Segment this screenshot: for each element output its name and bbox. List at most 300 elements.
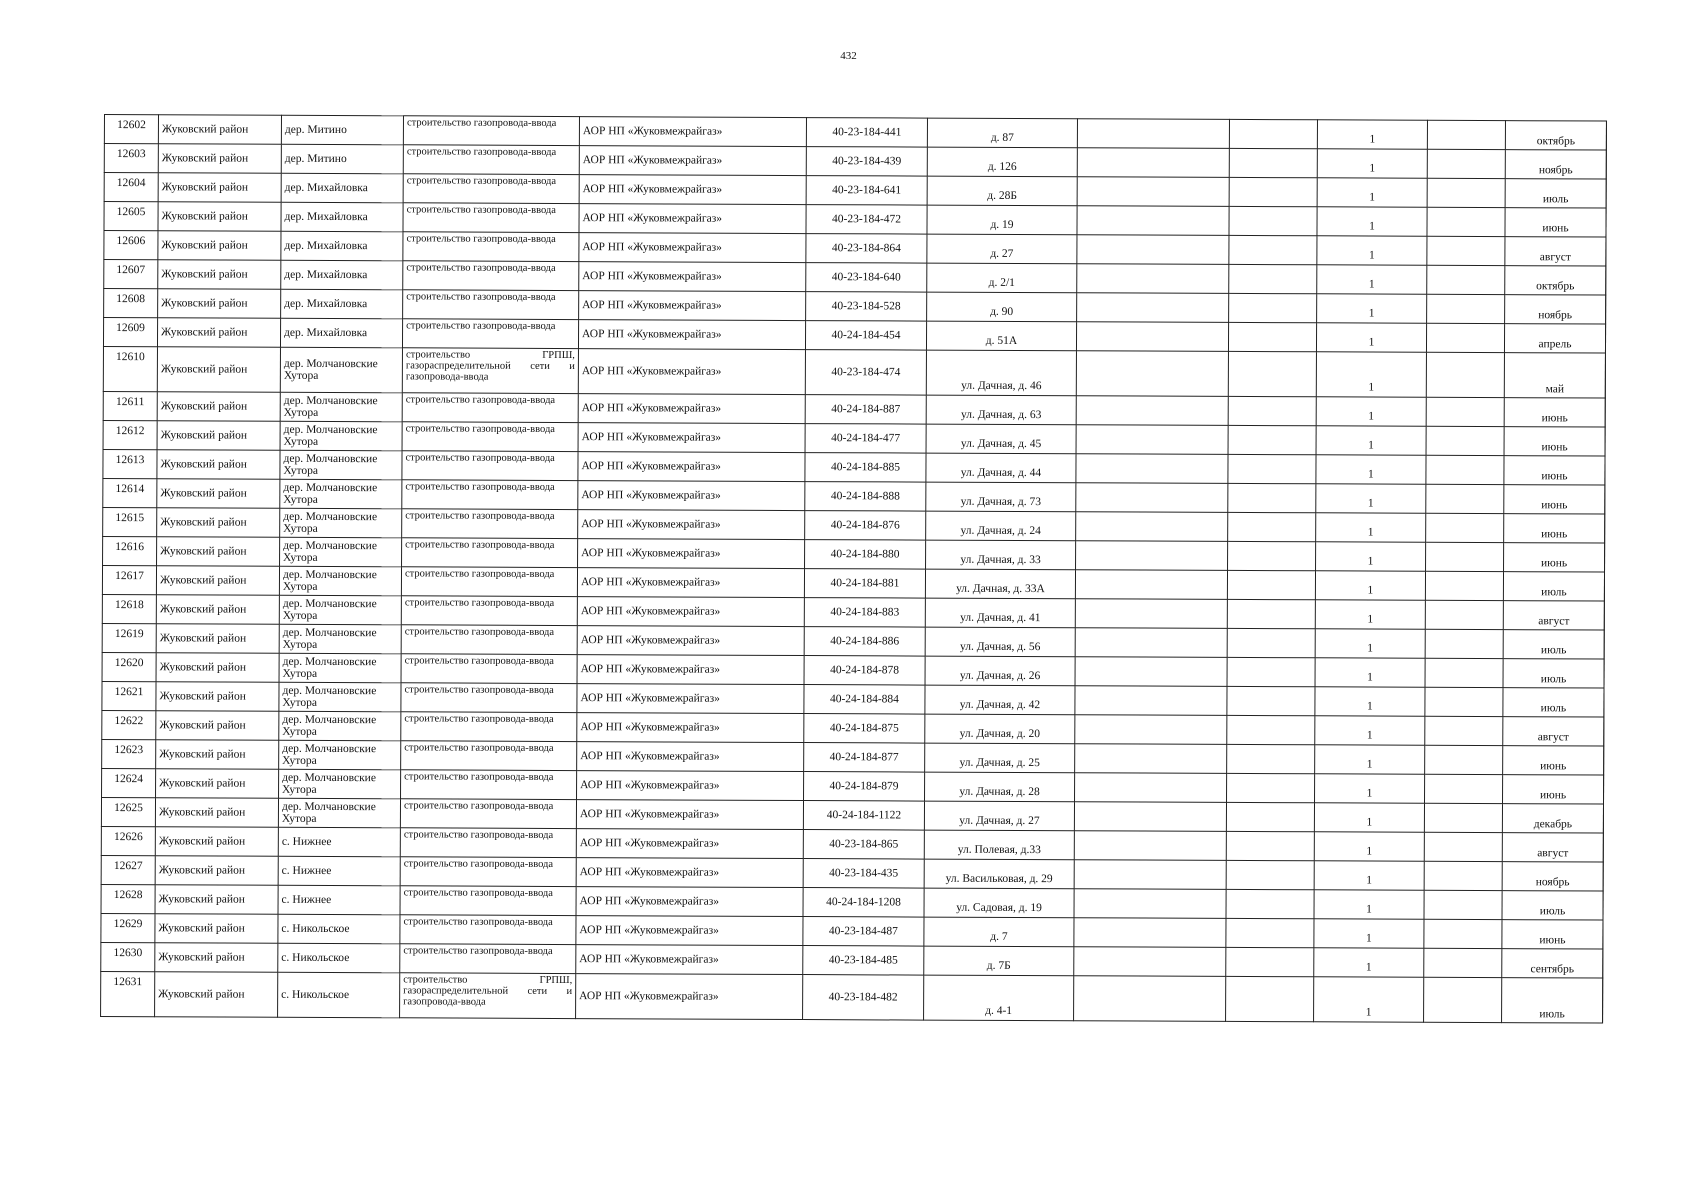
organization-cell: АОР НП «Жуковмежрайгаз»: [578, 481, 805, 511]
row-number: 12614: [103, 478, 157, 507]
row-number: 12604: [104, 173, 158, 202]
settlement-cell: дер. Молчановские Хутора: [278, 798, 400, 828]
work-type-cell: строительство газопровода-ввода: [401, 596, 577, 626]
row-number: 12628: [101, 884, 155, 913]
organization-cell: АОР НП «Жуковмежрайгаз»: [577, 568, 804, 598]
row-number: 12623: [102, 739, 156, 768]
quantity-cell: 1: [1315, 687, 1425, 716]
row-number: 12622: [102, 710, 156, 739]
month-cell: октябрь: [1505, 121, 1606, 150]
address-cell: ул. Садовая, д. 19: [924, 888, 1074, 918]
quantity-cell: 1: [1316, 323, 1426, 352]
empty-cell: [1075, 744, 1227, 774]
row-number: 12629: [101, 913, 155, 942]
address-cell: д. 126: [927, 147, 1077, 177]
quantity-cell: 1: [1314, 803, 1424, 832]
quantity-cell: 1: [1315, 658, 1425, 687]
empty-cell: [1227, 628, 1315, 657]
address-cell: ул. Дачная, д. 20: [925, 714, 1075, 744]
quantity-cell: 1: [1314, 890, 1424, 919]
quantity-cell: 1: [1315, 629, 1425, 658]
empty-cell: [1226, 889, 1314, 918]
quantity-cell: 1: [1315, 716, 1425, 745]
settlement-cell: с. Никольское: [278, 914, 400, 944]
work-type-cell: строительство газопровода-ввода: [401, 770, 577, 800]
empty-cell: [1427, 178, 1505, 207]
empty-cell: [1076, 425, 1228, 455]
empty-cell: [1229, 206, 1317, 235]
empty-cell: [1076, 541, 1228, 571]
settlement-cell: дер. Михайловка: [280, 318, 402, 348]
work-type-cell: строительство газопровода-ввода: [402, 538, 578, 568]
empty-cell: [1229, 264, 1317, 293]
cadastral-number-cell: 40-23-184-864: [806, 234, 927, 264]
work-type-cell: строительство газопровода-ввода: [402, 393, 578, 423]
row-number: 12620: [102, 652, 156, 681]
row-number: 12617: [102, 565, 156, 594]
empty-cell: [1425, 571, 1503, 600]
work-type-cell: строительство газопровода-ввода: [402, 509, 578, 539]
work-type-cell: строительство газопровода-ввода: [400, 828, 576, 858]
empty-cell: [1227, 773, 1315, 802]
organization-cell: АОР НП «Жуковмежрайгаз»: [576, 887, 803, 917]
empty-cell: [1075, 570, 1227, 600]
settlement-cell: дер. Михайловка: [281, 202, 403, 232]
month-cell: июль: [1502, 891, 1603, 920]
month-cell: декабрь: [1502, 804, 1603, 833]
empty-cell: [1426, 426, 1504, 455]
empty-cell: [1424, 861, 1502, 890]
organization-cell: АОР НП «Жуковмежрайгаз»: [577, 771, 804, 801]
work-type-cell: строительство газопровода-ввода: [402, 422, 578, 452]
empty-cell: [1426, 397, 1504, 426]
work-type-cell: строительство газопровода-ввода: [402, 480, 578, 510]
settlement-cell: дер. Молчановские Хутора: [279, 595, 401, 625]
month-cell: июнь: [1504, 398, 1605, 427]
empty-cell: [1427, 149, 1505, 178]
settlement-cell: дер. Молчановские Хутора: [279, 711, 401, 741]
district-cell: Жуковский район: [155, 798, 278, 828]
work-type-cell: строительство газопровода-ввода: [401, 654, 577, 684]
cadastral-number-cell: 40-23-184-640: [806, 263, 927, 293]
empty-cell: [1425, 774, 1503, 803]
quantity-cell: 1: [1315, 774, 1425, 803]
empty-cell: [1229, 235, 1317, 264]
empty-cell: [1227, 657, 1315, 686]
district-cell: Жуковский район: [155, 885, 278, 915]
empty-cell: [1425, 600, 1503, 629]
district-cell: Жуковский район: [158, 231, 281, 261]
empty-cell: [1227, 715, 1315, 744]
month-cell: сентябрь: [1502, 949, 1603, 978]
cadastral-number-cell: 40-23-184-641: [806, 176, 927, 206]
work-type-cell: строительство газопровода-ввода: [400, 944, 576, 974]
empty-cell: [1077, 119, 1229, 149]
month-cell: август: [1505, 237, 1606, 266]
quantity-cell: 1: [1316, 484, 1426, 513]
district-cell: Жуковский район: [155, 914, 278, 944]
empty-cell: [1427, 294, 1505, 323]
quantity-cell: 1: [1317, 207, 1427, 236]
quantity-cell: 1: [1314, 948, 1424, 977]
month-cell: июнь: [1504, 485, 1605, 514]
organization-cell: АОР НП «Жуковмежрайгаз»: [576, 916, 803, 946]
empty-cell: [1426, 484, 1504, 513]
work-type-cell: строительство газопровода-ввода: [400, 799, 576, 829]
row-number: 12605: [104, 202, 158, 231]
organization-cell: АОР НП «Жуковмежрайгаз»: [578, 394, 805, 424]
district-cell: Жуковский район: [155, 827, 278, 857]
settlement-cell: с. Нижнее: [278, 856, 400, 886]
empty-cell: [1228, 322, 1316, 351]
cadastral-number-cell: 40-23-184-487: [803, 917, 924, 947]
quantity-cell: 1: [1317, 236, 1427, 265]
cadastral-number-cell: 40-23-184-865: [803, 830, 924, 860]
address-cell: ул. Дачная, д. 63: [926, 395, 1076, 425]
organization-cell: АОР НП «Жуковмежрайгаз»: [578, 539, 805, 569]
district-cell: Жуковский район: [157, 318, 280, 348]
organization-cell: АОР НП «Жуковмежрайгаз»: [578, 349, 805, 395]
empty-cell: [1227, 744, 1315, 773]
gasification-table: [100, 114, 1607, 1024]
cadastral-number-cell: 40-24-184-877: [804, 743, 925, 773]
district-cell: Жуковский район: [157, 537, 280, 567]
empty-cell: [1077, 177, 1229, 207]
month-cell: июнь: [1503, 775, 1604, 804]
empty-cell: [1426, 323, 1504, 352]
settlement-cell: с. Нижнее: [278, 827, 400, 857]
page-number: 432: [840, 50, 857, 62]
row-number: 12613: [103, 449, 157, 478]
empty-cell: [1424, 803, 1502, 832]
work-type-cell: строительство газопровода-ввода: [401, 741, 577, 771]
empty-cell: [1075, 657, 1227, 687]
empty-cell: [1424, 948, 1502, 977]
quantity-cell: 1: [1317, 178, 1427, 207]
empty-cell: [1227, 686, 1315, 715]
empty-cell: [1226, 802, 1314, 831]
organization-cell: АОР НП «Жуковмежрайгаз»: [578, 423, 805, 453]
quantity-cell: 1: [1314, 977, 1424, 1022]
address-cell: д. 87: [927, 118, 1077, 148]
organization-cell: АОР НП «Жуковмежрайгаз»: [576, 829, 803, 859]
quantity-cell: 1: [1317, 149, 1427, 178]
cadastral-number-cell: 40-23-184-474: [805, 350, 926, 396]
empty-cell: [1074, 889, 1226, 919]
address-cell: ул. Дачная, д. 28: [925, 772, 1075, 802]
organization-cell: АОР НП «Жуковмежрайгаз»: [576, 945, 803, 975]
district-cell: Жуковский район: [157, 508, 280, 538]
district-cell: Жуковский район: [157, 450, 280, 480]
quantity-cell: 1: [1316, 426, 1426, 455]
empty-cell: [1424, 832, 1502, 861]
cadastral-number-cell: 40-23-184-435: [803, 859, 924, 889]
organization-cell: АОР НП «Жуковмежрайгаз»: [578, 510, 805, 540]
empty-cell: [1077, 293, 1229, 323]
district-cell: Жуковский район: [158, 144, 281, 174]
month-cell: апрель: [1504, 324, 1605, 353]
cadastral-number-cell: 40-24-184-881: [804, 569, 925, 599]
work-type-cell: строительство ГРПШ, газораспределительной сети и газопровода-ввода: [400, 973, 576, 1019]
settlement-cell: дер. Молчановские Хутора: [280, 450, 402, 480]
organization-cell: АОР НП «Жуковмежрайгаз»: [578, 320, 805, 350]
empty-cell: [1074, 831, 1226, 861]
district-cell: Жуковский район: [158, 173, 281, 203]
district-cell: Жуковский район: [158, 202, 281, 232]
settlement-cell: дер. Михайловка: [281, 231, 403, 261]
district-cell: Жуковский район: [158, 260, 281, 290]
address-cell: ул. Дачная, д. 56: [925, 627, 1075, 657]
address-cell: ул. Дачная, д. 27: [924, 801, 1074, 831]
empty-cell: [1427, 207, 1505, 236]
settlement-cell: дер. Михайловка: [281, 260, 403, 290]
empty-cell: [1228, 425, 1316, 454]
address-cell: д. 19: [927, 205, 1077, 235]
district-cell: Жуковский район: [156, 595, 279, 625]
empty-cell: [1075, 628, 1227, 658]
empty-cell: [1226, 918, 1314, 947]
empty-cell: [1076, 322, 1228, 352]
district-cell: Жуковский район: [155, 856, 278, 886]
cadastral-number-cell: 40-24-184-885: [805, 453, 926, 483]
month-cell: июль: [1502, 978, 1603, 1023]
empty-cell: [1229, 293, 1317, 322]
empty-cell: [1228, 483, 1316, 512]
empty-cell: [1077, 264, 1229, 294]
cadastral-number-cell: 40-24-184-1122: [803, 801, 924, 831]
row-number: 12602: [104, 115, 158, 144]
work-type-cell: строительство газопровода-ввода: [403, 232, 579, 262]
settlement-cell: дер. Молчановские Хутора: [279, 769, 401, 799]
quantity-cell: 1: [1314, 861, 1424, 890]
empty-cell: [1424, 890, 1502, 919]
district-cell: Жуковский район: [157, 479, 280, 509]
cadastral-number-cell: 40-23-184-485: [803, 946, 924, 976]
work-type-cell: строительство газопровода-ввода: [401, 625, 577, 655]
month-cell: июнь: [1503, 746, 1604, 775]
quantity-cell: 1: [1316, 352, 1426, 397]
quantity-cell: 1: [1314, 919, 1424, 948]
address-cell: ул. Дачная, д. 24: [926, 511, 1076, 541]
month-cell: июль: [1503, 688, 1604, 717]
organization-cell: АОР НП «Жуковмежрайгаз»: [577, 713, 804, 743]
work-type-cell: строительство ГРПШ, газораспределительной сети и газопровода-ввода: [402, 348, 578, 394]
settlement-cell: дер. Митино: [281, 144, 403, 174]
empty-cell: [1425, 687, 1503, 716]
organization-cell: АОР НП «Жуковмежрайгаз»: [576, 800, 803, 830]
cadastral-number-cell: 40-23-184-441: [806, 118, 927, 148]
work-type-cell: строительство газопровода-ввода: [403, 145, 579, 175]
settlement-cell: дер. Молчановские Хутора: [279, 682, 401, 712]
empty-cell: [1075, 599, 1227, 629]
empty-cell: [1077, 235, 1229, 265]
row-number: 12631: [101, 971, 155, 1016]
address-cell: ул. Полевая, д.33: [924, 830, 1074, 860]
month-cell: июнь: [1504, 456, 1605, 485]
settlement-cell: дер. Молчановские Хутора: [279, 740, 401, 770]
district-cell: Жуковский район: [156, 711, 279, 741]
district-cell: Жуковский район: [157, 347, 280, 393]
organization-cell: АОР НП «Жуковмежрайгаз»: [577, 626, 804, 656]
organization-cell: АОР НП «Жуковмежрайгаз»: [579, 262, 806, 292]
quantity-cell: 1: [1317, 265, 1427, 294]
empty-cell: [1227, 599, 1315, 628]
settlement-cell: дер. Митино: [281, 115, 403, 145]
district-cell: Жуковский район: [157, 392, 280, 422]
settlement-cell: дер. Молчановские Хутора: [280, 508, 402, 538]
address-cell: ул. Васильковая, д. 29: [924, 859, 1074, 889]
cadastral-number-cell: 40-24-184-879: [804, 772, 925, 802]
month-cell: июнь: [1502, 920, 1603, 949]
cadastral-number-cell: 40-24-184-454: [805, 321, 926, 351]
organization-cell: АОР НП «Жуковмежрайгаз»: [576, 974, 803, 1020]
address-cell: ул. Дачная, д. 26: [925, 656, 1075, 686]
quantity-cell: 1: [1317, 294, 1427, 323]
district-cell: Жуковский район: [156, 566, 279, 596]
address-cell: ул. Дачная, д. 45: [926, 424, 1076, 454]
address-cell: ул. Дачная, д. 33А: [925, 569, 1075, 599]
empty-cell: [1229, 148, 1317, 177]
table-row: [101, 971, 1603, 1023]
cadastral-number-cell: 40-23-184-472: [806, 205, 927, 235]
quantity-cell: 1: [1314, 832, 1424, 861]
organization-cell: АОР НП «Жуковмежрайгаз»: [579, 291, 806, 321]
cadastral-number-cell: 40-24-184-886: [804, 627, 925, 657]
month-cell: июль: [1503, 630, 1604, 659]
cadastral-number-cell: 40-24-184-477: [805, 424, 926, 454]
empty-cell: [1076, 454, 1228, 484]
row-number: 12612: [103, 420, 157, 449]
work-type-cell: строительство газопровода-ввода: [401, 567, 577, 597]
quantity-cell: 1: [1315, 600, 1425, 629]
cadastral-number-cell: 40-23-184-528: [806, 292, 927, 322]
empty-cell: [1427, 265, 1505, 294]
address-cell: д. 4-1: [924, 975, 1074, 1021]
month-cell: август: [1503, 717, 1604, 746]
address-cell: ул. Дачная, д. 44: [926, 453, 1076, 483]
district-cell: Жуковский район: [156, 769, 279, 799]
empty-cell: [1075, 715, 1227, 745]
empty-cell: [1077, 206, 1229, 236]
month-cell: июнь: [1504, 543, 1605, 572]
row-number: 12607: [104, 260, 158, 289]
empty-cell: [1226, 947, 1314, 976]
empty-cell: [1425, 745, 1503, 774]
address-cell: ул. Дачная, д. 46: [926, 350, 1076, 396]
settlement-cell: дер. Молчановские Хутора: [280, 421, 402, 451]
month-cell: июль: [1503, 659, 1604, 688]
quantity-cell: 1: [1317, 120, 1427, 149]
empty-cell: [1425, 658, 1503, 687]
empty-cell: [1074, 947, 1226, 977]
address-cell: ул. Дачная, д. 73: [926, 482, 1076, 512]
address-cell: д. 90: [927, 292, 1077, 322]
cadastral-number-cell: 40-23-184-482: [803, 975, 924, 1021]
settlement-cell: дер. Молчановские Хутора: [280, 537, 402, 567]
empty-cell: [1228, 454, 1316, 483]
district-cell: Жуковский район: [155, 972, 278, 1018]
empty-cell: [1076, 396, 1228, 426]
empty-cell: [1075, 773, 1227, 803]
month-cell: ноябрь: [1502, 862, 1603, 891]
work-type-cell: строительство газопровода-ввода: [400, 915, 576, 945]
empty-cell: [1426, 513, 1504, 542]
cadastral-number-cell: 40-24-184-887: [805, 395, 926, 425]
month-cell: ноябрь: [1505, 150, 1606, 179]
district-cell: Жуковский район: [157, 421, 280, 451]
month-cell: октябрь: [1505, 266, 1606, 295]
district-cell: Жуковский район: [155, 943, 278, 973]
work-type-cell: строительство газопровода-ввода: [403, 174, 579, 204]
empty-cell: [1077, 148, 1229, 178]
quantity-cell: 1: [1316, 455, 1426, 484]
settlement-cell: с. Никольское: [278, 943, 400, 973]
empty-cell: [1228, 512, 1316, 541]
empty-cell: [1426, 352, 1504, 397]
organization-cell: АОР НП «Жуковмежрайгаз»: [577, 655, 804, 685]
empty-cell: [1228, 396, 1316, 425]
settlement-cell: дер. Молчановские Хутора: [280, 479, 402, 509]
organization-cell: АОР НП «Жуковмежрайгаз»: [579, 146, 806, 176]
cadastral-number-cell: 40-24-184-876: [805, 511, 926, 541]
cadastral-number-cell: 40-24-184-884: [804, 685, 925, 715]
month-cell: июнь: [1505, 208, 1606, 237]
address-cell: ул. Дачная, д. 41: [925, 598, 1075, 628]
empty-cell: [1076, 512, 1228, 542]
empty-cell: [1076, 483, 1228, 513]
row-number: 12603: [104, 144, 158, 173]
row-number: 12615: [103, 507, 157, 536]
row-number: 12610: [103, 346, 157, 391]
district-cell: Жуковский район: [156, 740, 279, 770]
district-cell: Жуковский район: [156, 653, 279, 683]
work-type-cell: строительство газопровода-ввода: [401, 683, 577, 713]
month-cell: август: [1502, 833, 1603, 862]
empty-cell: [1425, 629, 1503, 658]
month-cell: ноябрь: [1505, 295, 1606, 324]
empty-cell: [1424, 977, 1502, 1022]
address-cell: ул. Дачная, д. 42: [925, 685, 1075, 715]
month-cell: июль: [1505, 179, 1606, 208]
empty-cell: [1226, 860, 1314, 889]
month-cell: июнь: [1504, 427, 1605, 456]
organization-cell: АОР НП «Жуковмежрайгаз»: [577, 597, 804, 627]
empty-cell: [1074, 976, 1226, 1022]
work-type-cell: строительство газопровода-ввода: [400, 886, 576, 916]
organization-cell: АОР НП «Жуковмежрайгаз»: [579, 175, 806, 205]
empty-cell: [1076, 351, 1228, 397]
settlement-cell: дер. Михайловка: [281, 289, 403, 319]
cadastral-number-cell: 40-24-184-1208: [803, 888, 924, 918]
cadastral-number-cell: 40-24-184-880: [805, 540, 926, 570]
work-type-cell: строительство газопровода-ввода: [402, 319, 578, 349]
cadastral-number-cell: 40-23-184-439: [806, 147, 927, 177]
row-number: 12625: [101, 797, 155, 826]
empty-cell: [1228, 541, 1316, 570]
month-cell: июнь: [1504, 514, 1605, 543]
address-cell: д. 7: [924, 917, 1074, 947]
organization-cell: АОР НП «Жуковмежрайгаз»: [576, 858, 803, 888]
settlement-cell: с. Нижнее: [278, 885, 400, 915]
work-type-cell: строительство газопровода-ввода: [403, 116, 579, 146]
row-number: 12627: [101, 855, 155, 884]
address-cell: ул. Дачная, д. 25: [925, 743, 1075, 773]
organization-cell: АОР НП «Жуковмежрайгаз»: [577, 684, 804, 714]
row-number: 12630: [101, 942, 155, 971]
row-number: 12619: [102, 623, 156, 652]
settlement-cell: дер. Молчановские Хутора: [279, 566, 401, 596]
settlement-cell: дер. Молчановские Хутора: [279, 653, 401, 683]
